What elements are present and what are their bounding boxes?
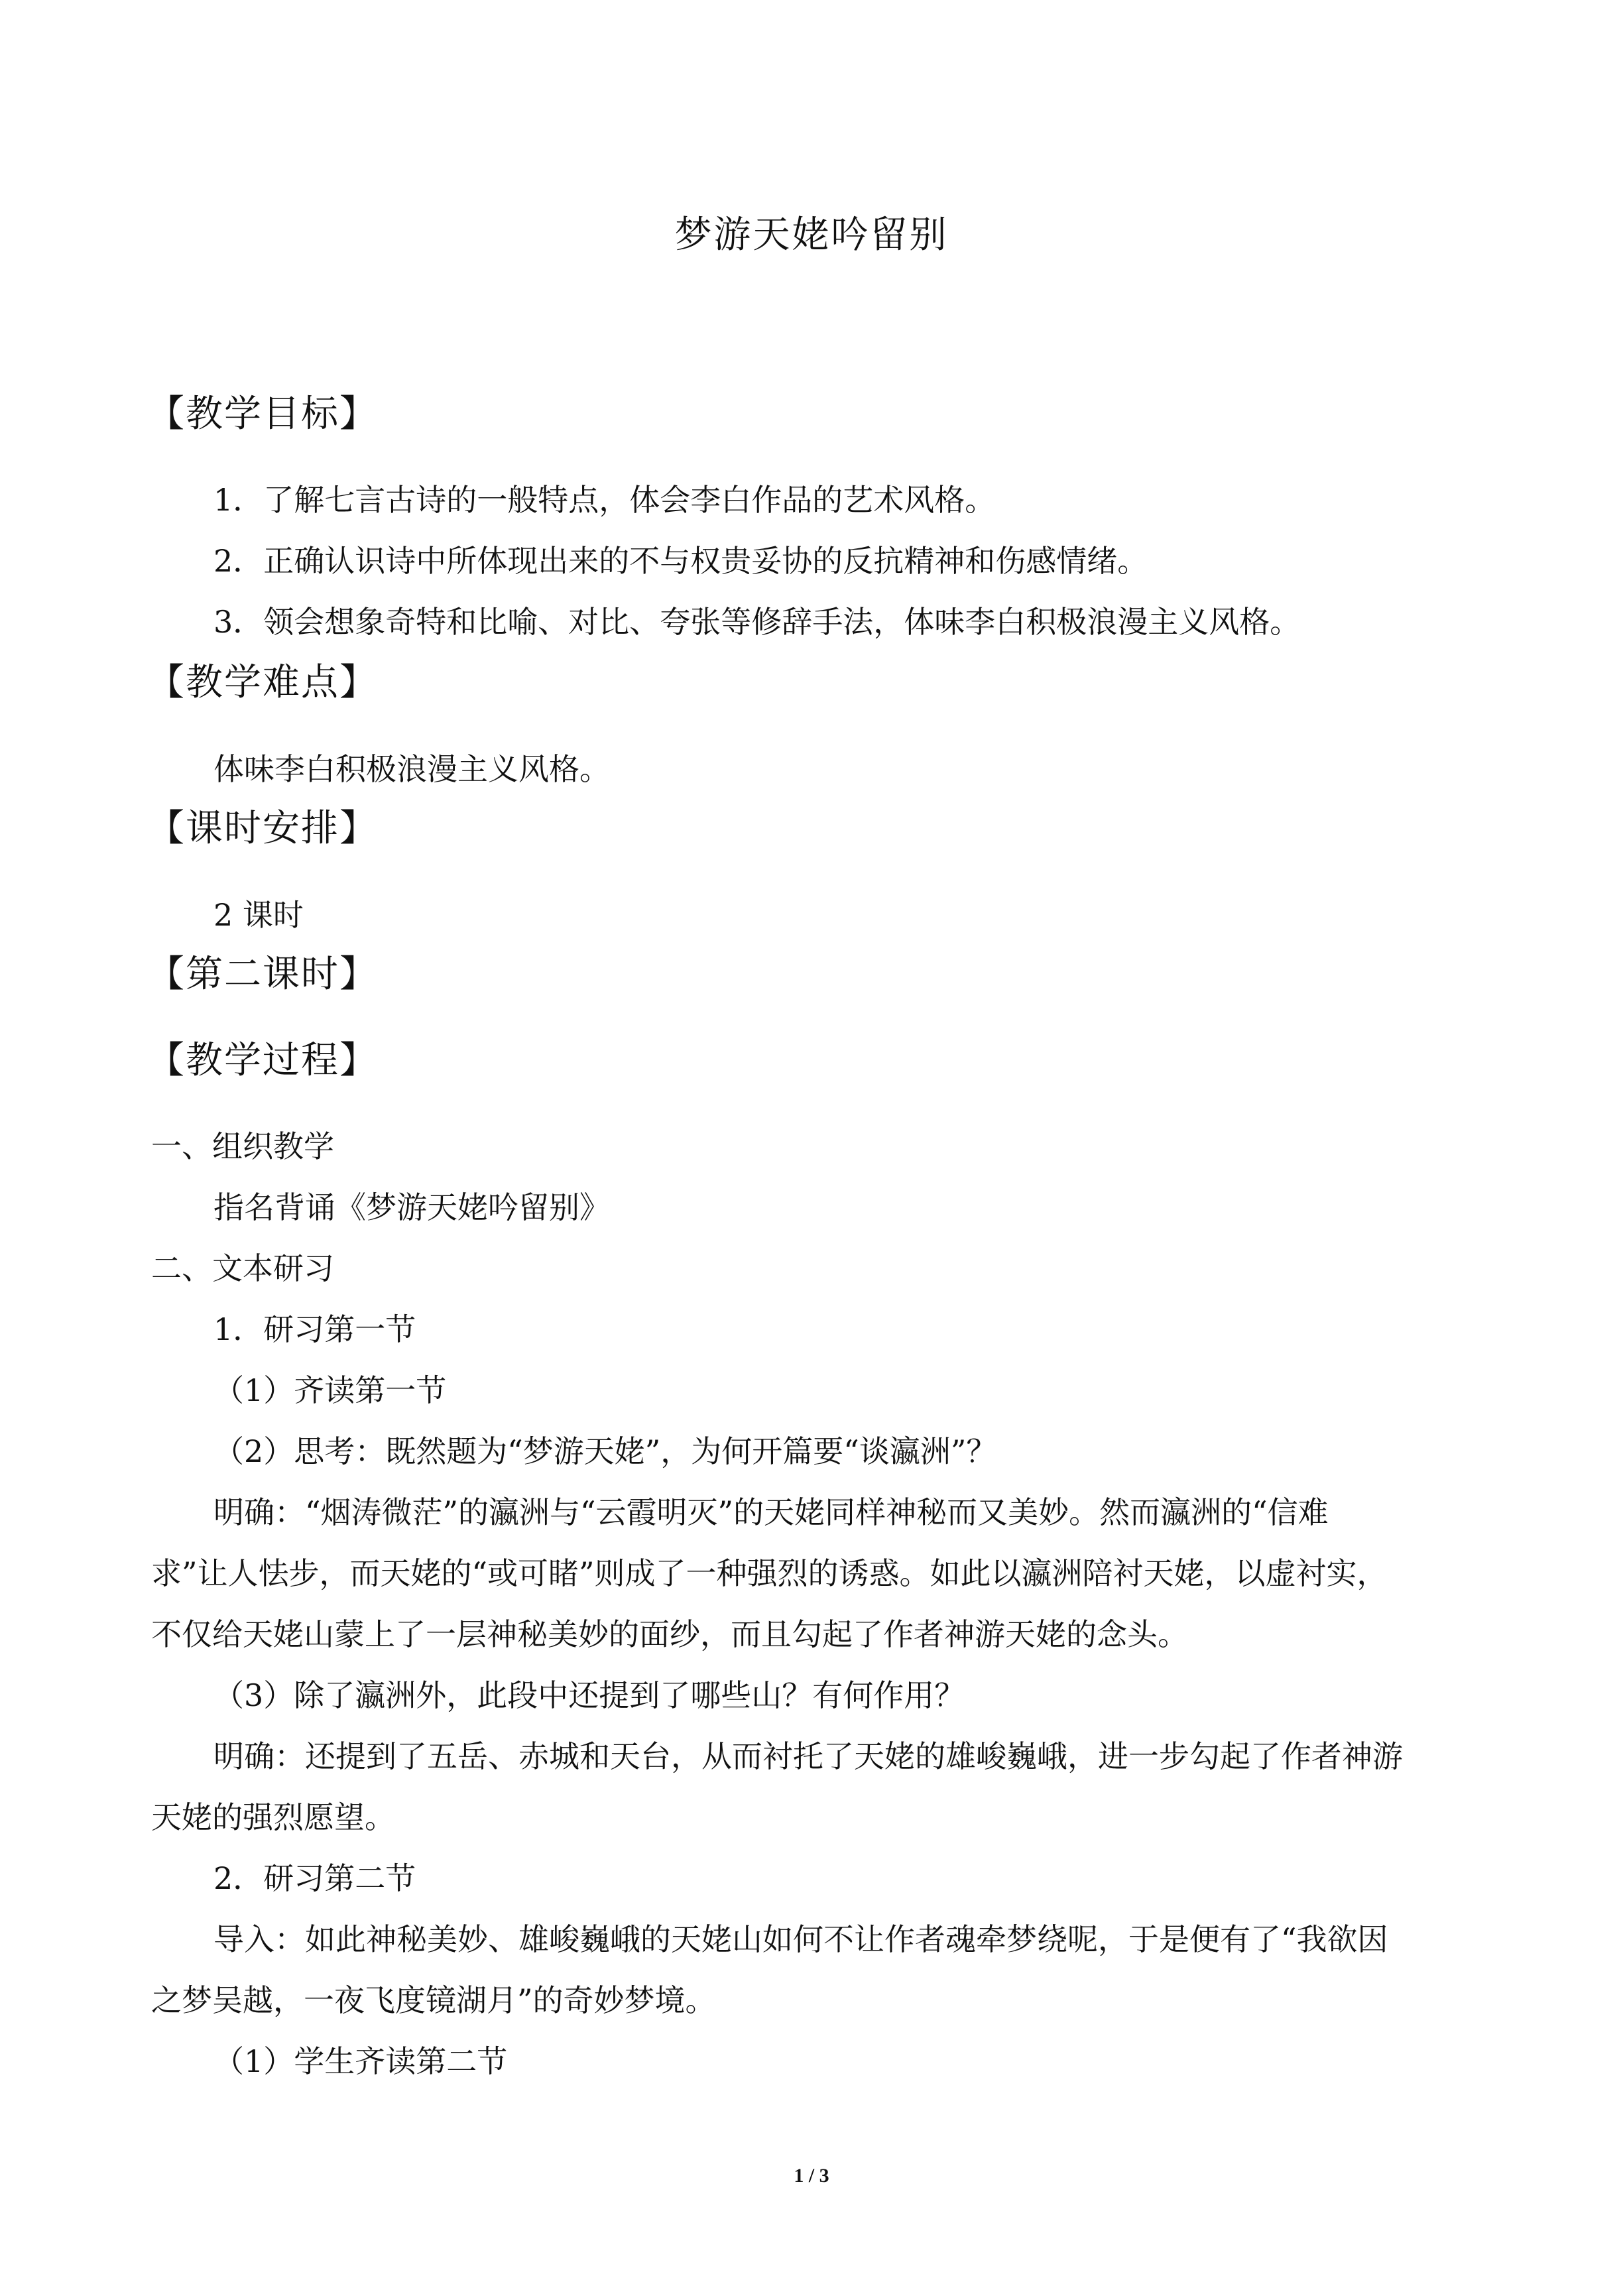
section1-question-2: （2）思考：既然题为“梦游天姥”，为何开篇要“谈瀛洲”？ <box>213 1433 997 1469</box>
section2-title: 2．研习第二节 <box>213 1860 416 1896</box>
difficulty-heading: 【教学难点】 <box>147 661 378 704</box>
section1-question-3: （3）除了瀛洲外，此段中还提到了哪些山？有何作用？ <box>213 1677 965 1713</box>
process-heading: 【教学过程】 <box>147 1039 378 1082</box>
section1-answer-3-line2: 天姥的强烈愿望。 <box>151 1799 395 1835</box>
lesson-heading: 【第二课时】 <box>147 953 378 996</box>
section1-answer-2-line1: 明确：“烟涛微茫”的瀛洲与“云霞明灭”的天姥同样神秘而又美妙。然而瀛洲的“信难 <box>213 1494 1329 1530</box>
part2-title: 二、文本研习 <box>151 1250 334 1286</box>
section2-intro-line2: 之梦吴越，一夜飞度镜湖月”的奇妙梦境。 <box>151 1982 716 2018</box>
section1-answer-2-line2: 求”让人怯步，而天姥的“或可睹”则成了一种强烈的诱惑。如此以瀛洲陪衬天姥，以虚衬实， <box>151 1555 1388 1591</box>
objectives-heading: 【教学目标】 <box>147 393 378 436</box>
schedule-text: 2 课时 <box>213 897 304 933</box>
section1-title: 1．研习第一节 <box>213 1311 416 1347</box>
objective-item-3: 3．领会想象奇特和比喻、对比、夸张等修辞手法，体味李白积极浪漫主义风格。 <box>213 604 1301 640</box>
section1-answer-2-line3: 不仅给天姥山蒙上了一层神秘美妙的面纱，而且勾起了作者神游天姥的念头。 <box>151 1616 1188 1652</box>
section1-answer-3-line1: 明确：还提到了五岳、赤城和天台，从而衬托了天姥的雄峻巍峨，进一步勾起了作者神游 <box>213 1738 1403 1774</box>
part1-title: 一、组织教学 <box>151 1128 334 1164</box>
part1-text: 指名背诵《梦游天姥吟留别》 <box>213 1189 610 1225</box>
schedule-heading: 【课时安排】 <box>147 807 378 850</box>
section2-intro-line1: 导入：如此神秘美妙、雄峻巍峨的天姥山如何不让作者魂牵梦绕呢，于是便有了“我欲因 <box>213 1921 1388 1957</box>
page-number: 1 / 3 <box>794 2165 829 2187</box>
section1-question-1: （1）齐读第一节 <box>213 1372 447 1408</box>
document-title: 梦游天姥吟留别 <box>674 213 949 257</box>
objective-item-1: 1．了解七言古诗的一般特点，体会李白作品的艺术风格。 <box>213 482 996 518</box>
section2-question-1: （1）学生齐读第二节 <box>213 2043 508 2079</box>
difficulty-text: 体味李白积极浪漫主义风格。 <box>213 751 610 787</box>
objective-item-2: 2．正确认识诗中所体现出来的不与权贵妥协的反抗精神和伤感情绪。 <box>213 543 1148 579</box>
